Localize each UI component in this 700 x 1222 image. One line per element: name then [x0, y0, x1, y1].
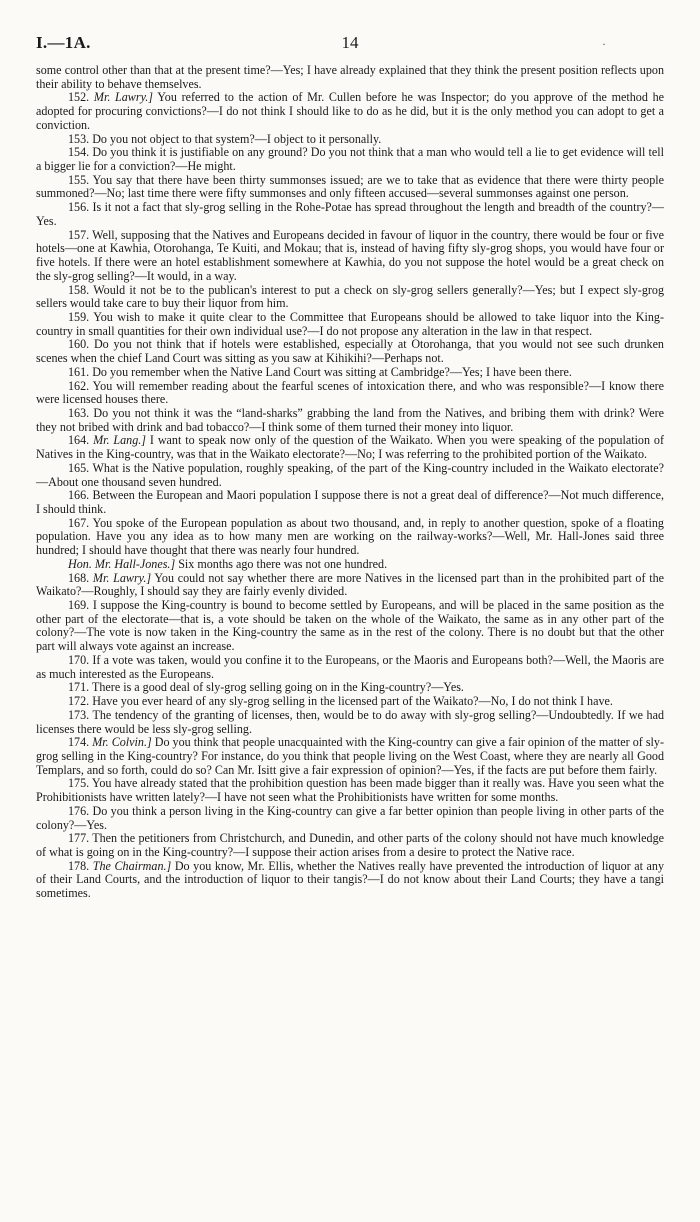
question-number: 165.	[68, 460, 90, 475]
question-number: 163.	[68, 405, 90, 420]
paragraph	[36, 832, 664, 859]
paragraph-text: I want to speak now only of the question of the Waikato. When you were speaking of the population of Natives in the King-country, was that in the Waikato electorate?—No; I was referring to the prohibited portion of the Waikato.	[36, 433, 664, 462]
paragraph-text: I suppose the King-country is bound to become settled by Europeans, and will be placed in the same position as the other part of the electorate—that is, a vote should be taken on the whole of the Waikato, the same as in any other part of the colony?—The vote is now taken in the King-country the same as in the rest of the colony. There is no doubt but that the other part will always vote against an increase.	[36, 598, 664, 654]
question-number: 152.	[68, 90, 90, 105]
question-number: 157.	[68, 227, 90, 242]
paragraph	[36, 284, 664, 311]
question-number: 176.	[68, 803, 90, 818]
paragraph	[36, 736, 664, 777]
question-number: 174.	[68, 735, 90, 750]
paragraph-text: You referred to the action of Mr. Cullen before he was Inspector; do you approve of the method he adopted for procuring convictions?—I do not think I should like to do as he did, but it is the only method you can adopt to get a conviction.	[36, 90, 664, 132]
question-number: 156.	[68, 200, 90, 215]
paragraph	[36, 805, 664, 832]
paragraph	[36, 681, 664, 695]
question-number: 172.	[68, 694, 90, 709]
paragraph-text: Between the European and Maori population I suppose there is not a great deal of difference?—Not much difference, I should think.	[36, 488, 665, 516]
document-reference: I.—1A.	[36, 33, 91, 52]
paragraph	[36, 64, 664, 91]
question-number: 171.	[68, 680, 90, 695]
speaker-name: Mr. Lawry.]	[92, 570, 152, 585]
paragraph-text: You will remember reading about the fearful scenes of intoxication there, and who was responsible?—I know there were licensed houses there.	[36, 378, 664, 407]
paragraph	[36, 695, 664, 709]
paragraph	[36, 489, 664, 516]
page-header	[36, 33, 664, 55]
question-number: 158.	[68, 282, 90, 297]
margin-mark: ·	[602, 37, 606, 51]
paragraph	[36, 860, 664, 901]
paragraph-text: If a vote was taken, would you confine it to the Europeans, or the Maoris and Europeans both?—Well, the Maoris are as much interested as the Europeans.	[36, 652, 664, 681]
question-number: 159.	[68, 309, 90, 324]
paragraph	[36, 434, 664, 461]
paragraph	[36, 229, 664, 284]
paragraph	[36, 133, 664, 147]
speaker-name: Mr. Lawry.]	[93, 90, 154, 105]
paragraph	[36, 558, 664, 572]
speaker-name: Hon. Mr. Hall-Jones.]	[68, 556, 176, 571]
paragraph-text: Is it not a fact that sly-grog selling in the Rohe-Potae has spread throughout the length and breadth of the country?—Yes.	[36, 200, 664, 228]
paragraph-text: You spoke of the European population as about two thousand, and, in reply to another question, spoke of a floating population. Have you any idea as to how many men are working on the railway-works?—Well, Mr. Hall-Jones said three hundred; I should have thought that there was nearly four hundred.	[36, 515, 664, 558]
paragraph-text: What is the Native population, roughly speaking, of the part of the King-country included in the Waikato electorate?—About one thousand seven hundred.	[36, 460, 664, 489]
paragraph	[36, 91, 664, 132]
paragraph	[36, 517, 664, 558]
paragraph	[36, 311, 664, 338]
page-number: 14	[341, 33, 359, 52]
paragraph-text: Six months ago there was not one hundred.	[178, 556, 388, 571]
paragraph	[36, 777, 664, 804]
question-number: 173.	[68, 707, 90, 722]
evidence-text	[36, 64, 664, 901]
paragraph-text: Do you know, Mr. Ellis, whether the Natives really have prevented the introduction of liquor at any of their Land Courts, and the introduction of liquor to their tangis?—I do not know about their Land Courts; they have a tangi sometimes.	[36, 858, 665, 901]
paragraph	[36, 201, 664, 228]
question-number: 167.	[68, 515, 90, 530]
paragraph-text: You have already stated that the prohibition question has been made bigger than it really was. Have you seen what the Prohibitionists have written lately?—I have not seen what the Prohibitionists have written for some months.	[36, 776, 665, 805]
question-number: 161.	[68, 364, 90, 379]
question-number: 170.	[68, 652, 90, 667]
paragraph	[36, 146, 664, 173]
paragraph-text: There is a good deal of sly-grog selling going on in the King-country?—Yes.	[91, 680, 464, 695]
paragraph-text: Do you not think it was the “land-sharks” grabbing the land from the Natives, and bribing them with drink? Were they not bribed with drink and bad tobacco?—I think some of them turned their money into liquor.	[36, 405, 664, 434]
speaker-name: Mr. Colvin.]	[92, 735, 152, 750]
question-number: 162.	[68, 378, 90, 393]
paragraph	[36, 380, 664, 407]
paragraph-text: Do you think that people unacquainted with the King-country can give a fair opinion of the matter of sly-grog selling in the King-country? For instance, do you think that people living on the West Coast, where they are nearly all Good Templars, and so forth, could do so? Can Mr. Isitt give a fair expression of opinion?—Yes, if the facts are put before them fairly.	[36, 735, 664, 777]
paragraph-text: Do you not object to that system?—I object to it personally.	[92, 131, 382, 146]
paragraph-text: The tendency of the granting of licenses, then, would be to do away with sly-grog selling?—Undoubtedly. If we had licenses there would be less sly-grog selling.	[36, 707, 664, 736]
paragraph-text: You wish to make it quite clear to the Committee that Europeans should be allowed to take liquor into the King-country in small quantities for their own individual use?—I do not propose any alteration in the law in that respect.	[36, 309, 665, 338]
question-number: 175.	[68, 776, 90, 791]
paragraph-text: Then the petitioners from Christchurch, and Dunedin, and other parts of the colony should not have much knowledge of what is going on in the King-country?—I suppose their action arises from a desire to protect the Native race.	[36, 831, 664, 859]
question-number: 154.	[68, 145, 90, 160]
paragraph-text: You say that there have been thirty summonses issued; are we to take that as evidence that there were thirty people summoned?—No; last time there were fifty summonses and only fifteen accused—several summonses against one person.	[36, 172, 664, 201]
paragraph	[36, 338, 664, 365]
paragraph-text: Well, supposing that the Natives and Europeans decided in favour of liquor in the country, there would be four or five hotels—one at Kawhia, Otorohanga, Te Kuiti, and Mokau; that is, instead of having fifty sly-grog shops, you would have four or five hotels. If there were an hotel establishment somewhere at Kawhia, do you not suppose the hotel would be a great check on the sly-grog selling?—It would, in a way.	[36, 227, 664, 283]
question-number: 177.	[68, 831, 90, 846]
paragraph-text: Do you remember when the Native Land Court was sitting at Cambridge?—Yes; I have been there.	[92, 364, 572, 379]
paragraph-text: Have you ever heard of any sly-grog selling in the licensed part of the Waikato?—No, I do not think I have.	[92, 694, 613, 709]
paragraph-text: Do you think it is justifiable on any ground? Do you not think that a man who would tell a lie to get evidence will tell a bigger lie for a conviction?—He might.	[36, 145, 664, 174]
paragraph-text: You could not say whether there are more Natives in the licensed part than in the prohibited part of the Waikato?—Roughly, I should say they are fairly evenly divided.	[36, 570, 664, 599]
paragraph	[36, 174, 664, 201]
question-number: 178.	[68, 858, 90, 873]
question-number: 155.	[68, 172, 90, 187]
paragraph	[36, 599, 664, 654]
paragraph-text: Do you not think that if hotels were established, especially at Otorohanga, that you would not see such drunken scenes when the chief Land Court was sitting as you saw at Kihikihi?—Perhaps not.	[36, 337, 664, 366]
paragraph	[36, 709, 664, 736]
question-number: 168.	[68, 570, 90, 585]
paragraph	[36, 654, 664, 681]
speaker-name: Mr. Lang.]	[93, 433, 147, 448]
paragraph-text: Would it not be to the publican's interest to put a check on sly-grog sellers generally?—Yes; but I expect sly-grog sellers would take care to buy their liquor from him.	[36, 282, 664, 311]
paragraph-text: some control other than that at the present time?—Yes; I have already explained that they think the present position reflects upon their ability to behave themselves.	[36, 63, 664, 91]
paragraph-text: Do you think a person living in the King-country can give a far better opinion than people living in other parts of the colony?—Yes.	[36, 803, 664, 832]
paragraph	[36, 462, 664, 489]
question-number: 166.	[68, 488, 90, 503]
paragraph	[36, 407, 664, 434]
question-number: 153.	[68, 131, 90, 146]
question-number: 169.	[68, 598, 90, 613]
paragraph	[36, 572, 664, 599]
question-number: 164.	[68, 433, 90, 448]
question-number: 160.	[68, 337, 90, 352]
paragraph	[36, 366, 664, 380]
speaker-name: The Chairman.]	[92, 858, 172, 873]
